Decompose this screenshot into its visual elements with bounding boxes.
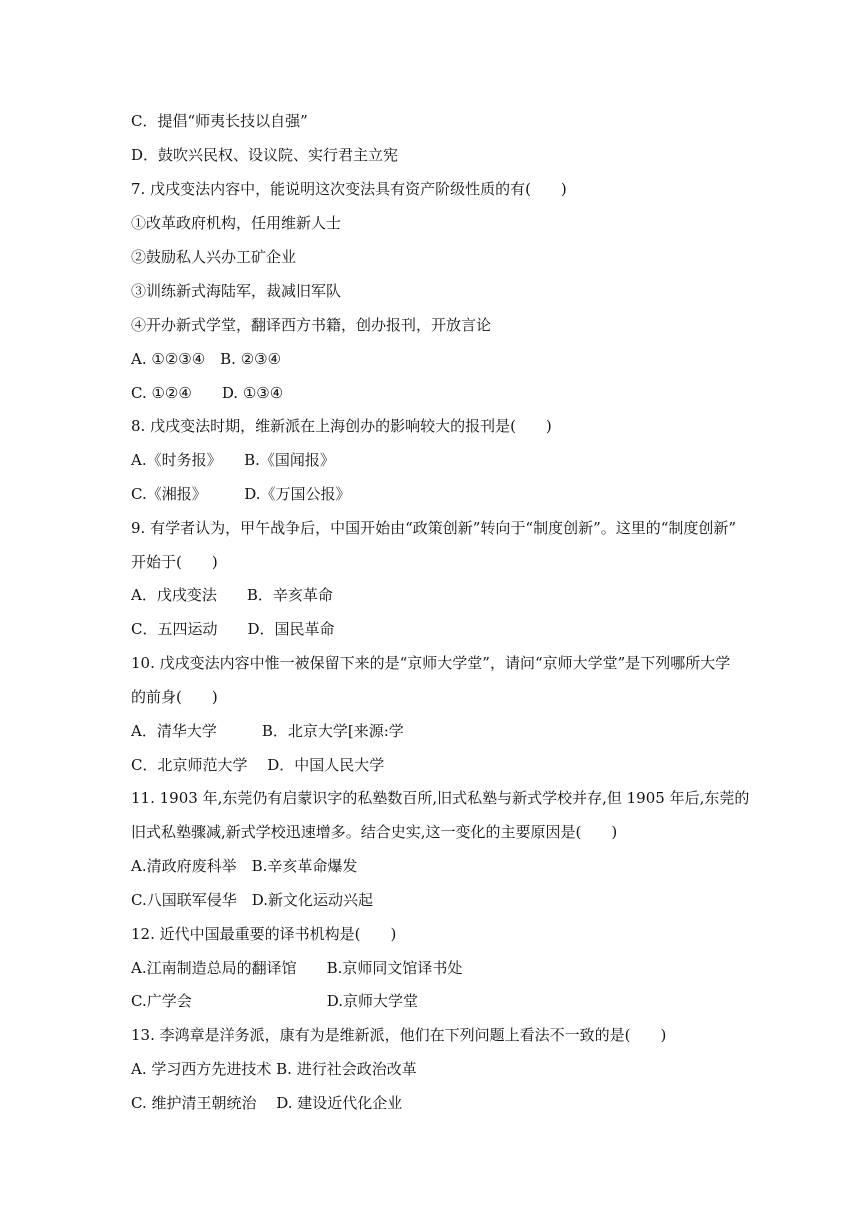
options-ab: A. ①②③④ B. ②③④ (131, 350, 282, 368)
question-9: 9. 有学者认为，甲午战争后，中国开始由“政策创新”转向于“制度创新”。这里的“制度创新” (131, 519, 737, 537)
item-1: ①改革政府机构，任用维新人士 (131, 214, 342, 232)
options-ab: A. 学习西方先进技术 B. 进行社会政治改革 (131, 1060, 417, 1078)
options-cd: C.广学会 D.京师大学堂 (131, 992, 418, 1010)
question-11-cont: 旧式私塾骤减,新式学校迅速增多。结合史实,这一变化的主要原因是( ) (131, 823, 618, 841)
option-c-line: C．提倡“师夷长技以自强” (131, 112, 308, 130)
options-ab: A.清政府废科举 B.辛亥革命爆发 (131, 857, 358, 875)
options-cd: C. ①②④ D. ①③④ (131, 384, 284, 402)
options-ab: A.《时务报》 B.《国闻报》 (131, 451, 335, 469)
options-ab: A．戊戌变法 B．辛亥革命 (131, 586, 333, 604)
options-ab: A．清华大学 B．北京大学[来源:学 (131, 722, 404, 740)
options-cd: C.八国联军侵华 D.新文化运动兴起 (131, 891, 373, 909)
item-2: ②鼓励私人兴办工矿企业 (131, 248, 297, 266)
option-d-line: D．鼓吹兴民权、设议院、实行君主立宪 (131, 146, 399, 164)
item-3: ③训练新式海陆军，裁减旧军队 (131, 282, 342, 300)
question-13: 13. 李鸿章是洋务派，康有为是维新派，他们在下列问题上看法不一致的是( ) (131, 1026, 667, 1044)
question-10: 10. 戊戌变法内容中惟一被保留下来的是“京师大学堂”，请问“京师大学堂”是下列哪所大学 (131, 654, 731, 672)
options-cd: C．五四运动 D．国民革命 (131, 620, 335, 638)
options-cd: C.《湘报》 D.《万国公报》 (131, 485, 351, 503)
question-10-cont: 的前身( ) (131, 688, 218, 706)
options-cd: C．北京师范大学 D．中国人民大学 (131, 756, 385, 774)
options-cd: C. 维护清王朝统治 D. 建设近代化企业 (131, 1094, 403, 1112)
question-11: 11. 1903 年,东莞仍有启蒙识字的私塾数百所,旧式私塾与新式学校并存,但 1905 年后,东莞的 (131, 789, 750, 807)
question-7: 7. 戊戌变法内容中，能说明这次变法具有资产阶级性质的有( ) (131, 180, 567, 198)
question-8: 8. 戊戌变法时期，维新派在上海创办的影响较大的报刊是( ) (131, 417, 552, 435)
question-12: 12. 近代中国最重要的译书机构是( ) (131, 925, 397, 943)
options-ab: A.江南制造总局的翻译馆 B.京师同文馆译书处 (131, 959, 463, 977)
question-9-cont: 开始于( ) (131, 553, 218, 571)
item-4: ④开办新式学堂，翻译西方书籍，创办报刊，开放言论 (131, 316, 492, 334)
